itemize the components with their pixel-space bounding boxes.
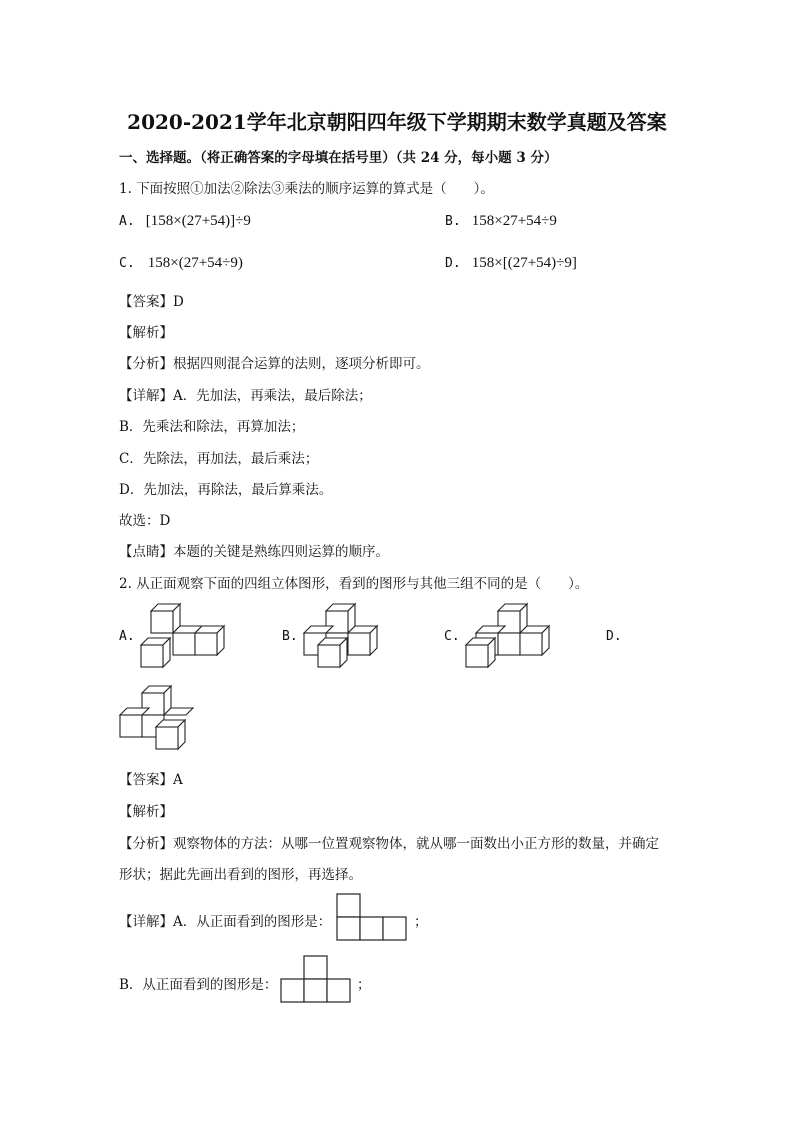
q2-fenxi-line1: 【分析】观察物体的方法：从哪一位置观察物体，就从哪一面数出小正方形的数量，并确定 <box>119 836 659 852</box>
q2-label-d: D. <box>606 629 622 644</box>
option-expression: 158×27+54÷9 <box>471 213 557 229</box>
q1-option-a <box>119 210 251 230</box>
q1-option-c <box>119 252 243 272</box>
q2-label-b: B. <box>282 629 298 644</box>
q2-front-view-a <box>337 893 409 943</box>
q1-analysis-head: 【解析】 <box>119 325 173 341</box>
q2-analysis-head: 【解析】 <box>119 804 173 820</box>
q2-figure-b-cubes <box>304 604 394 668</box>
option-expression: [158×(27+54)]÷9 <box>145 213 251 229</box>
section-heading: 一、选择题。（将正确答案的字母填在括号里）（共 24 分，每小题 3 分） <box>119 150 558 166</box>
q1-detail-b: B．先乘法和除法，再算加法； <box>119 419 305 435</box>
q2-detail-b: B．从正面看到的图形是： <box>119 977 278 993</box>
q2-figure-c-cubes <box>466 604 556 668</box>
q1-dianjing: 【点睛】本题的关键是熟练四则运算的顺序。 <box>119 544 389 560</box>
q1-detail-c: C．先除法，再加法，最后乘法； <box>119 451 319 467</box>
q1-answer: 【答案】D <box>119 294 184 310</box>
q2-stem: 2. 从正面观察下面的四组立体图形，看到的图形与其他三组不同的是（ ）。 <box>119 576 589 592</box>
q2-answer: 【答案】A <box>119 772 183 788</box>
q2-figure-d-cubes <box>120 686 210 750</box>
q2-fenxi-line2: 形状；据此先画出看到的图形，再选择。 <box>119 867 362 883</box>
q2-front-view-b <box>281 955 353 1005</box>
q1-option-d <box>445 252 577 272</box>
option-label: D. <box>445 256 461 271</box>
q1-fenxi: 【分析】根据四则混合运算的法则，逐项分析即可。 <box>119 356 430 372</box>
page-title: 2020-2021学年北京朝阳四年级下学期期末数学真题及答案 <box>127 110 667 134</box>
q1-option-b <box>445 210 557 230</box>
q1-detail-a: 【详解】A．先加法，再乘法，最后除法； <box>119 388 372 404</box>
option-expression: 158×[(27+54)÷9] <box>471 255 577 271</box>
q2-label-c: C. <box>444 629 460 644</box>
q2-detail-b-end: ； <box>357 977 371 993</box>
q2-detail-a: 【详解】A．从正面看到的图形是： <box>119 914 332 930</box>
q1-detail-d: D．先加法，再除法，最后算乘法。 <box>119 482 333 498</box>
q2-detail-a-end: ； <box>414 914 428 930</box>
q1-stem: 1. 下面按照①加法②除法③乘法的顺序运算的算式是（ ）。 <box>119 181 494 197</box>
q2-figure-a-cubes <box>141 604 231 668</box>
option-label: A. <box>119 214 135 229</box>
option-label: B. <box>445 214 461 229</box>
option-expression: 158×(27+54÷9) <box>147 255 243 271</box>
option-label: C. <box>119 256 135 271</box>
q2-label-a: A. <box>119 629 135 644</box>
q1-choose: 故选：D <box>119 513 171 529</box>
